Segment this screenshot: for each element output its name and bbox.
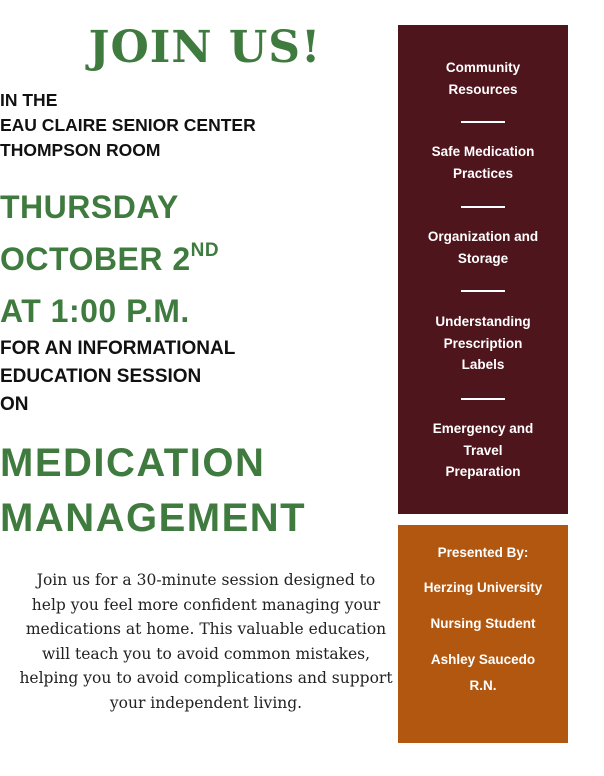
topic-item-line: Labels — [461, 357, 505, 372]
topic-item-line: Community — [445, 60, 521, 75]
presenter-role: Nursing Student — [430, 616, 536, 631]
venue-block — [0, 88, 410, 163]
session-description — [18, 568, 394, 715]
session-topic — [0, 436, 410, 546]
topic-item-line: Organization and — [427, 229, 539, 244]
event-date-text: OCTOBER 2 — [0, 241, 191, 277]
event-date — [0, 233, 410, 285]
presenter-credential: R.N. — [469, 678, 497, 693]
schedule-block — [0, 181, 410, 337]
purpose-line-2: EDUCATION SESSION — [0, 366, 202, 387]
topic-divider — [461, 290, 505, 292]
topic-item-safe-medication — [398, 141, 568, 184]
event-date-suffix: ND — [190, 240, 220, 261]
topic-item-line: Storage — [457, 250, 509, 266]
description-text: Join us for a 30-minute session designed to help you feel more confident managing your medications at home. This valuable education will teach you to avoid common mistakes, helping you to avoid complications and support your independent living. — [19, 571, 393, 712]
topic-item-organization — [398, 226, 568, 269]
topic-item-line: Practices — [452, 165, 514, 181]
topic-item-understanding-labels — [398, 311, 568, 376]
topic-divider — [461, 398, 505, 400]
event-day: THURSDAY — [0, 189, 179, 225]
presenter-school: Herzing University — [423, 580, 543, 595]
purpose-line-3: ON — [0, 394, 29, 415]
venue-line-3: THOMPSON ROOM — [0, 140, 161, 160]
venue-line-2: EAU CLAIRE SENIOR CENTER — [0, 115, 256, 135]
presenter-name: Ashley Saucedo — [430, 652, 536, 667]
topic-item-line: Understanding — [435, 314, 531, 329]
headline: JOIN US! — [88, 22, 322, 73]
session-topic-line-1: MEDICATION — [0, 441, 266, 485]
session-topic-line-2: MANAGEMENT — [0, 496, 307, 540]
presenter-heading: Presented By: — [437, 545, 529, 560]
topic-divider — [461, 206, 505, 208]
topic-item-line: Emergency and — [432, 421, 534, 436]
topic-item-line: Prescription — [443, 335, 523, 351]
topic-item-line: Safe Medication — [431, 144, 535, 159]
topic-item-line: Resources — [448, 81, 518, 97]
purpose-block — [0, 335, 410, 419]
presenter-panel — [398, 525, 568, 743]
purpose-line-1: FOR AN INFORMATIONAL — [0, 338, 236, 359]
event-time: AT 1:00 P.M. — [0, 293, 190, 329]
topics-panel — [398, 25, 568, 514]
topic-item-emergency-travel — [398, 418, 568, 483]
topic-item-line: Travel — [463, 442, 503, 458]
topic-divider — [461, 121, 505, 123]
topic-item-line: Preparation — [445, 464, 521, 479]
topic-item-community-resources — [398, 57, 568, 100]
venue-line-1: IN THE — [0, 90, 58, 110]
